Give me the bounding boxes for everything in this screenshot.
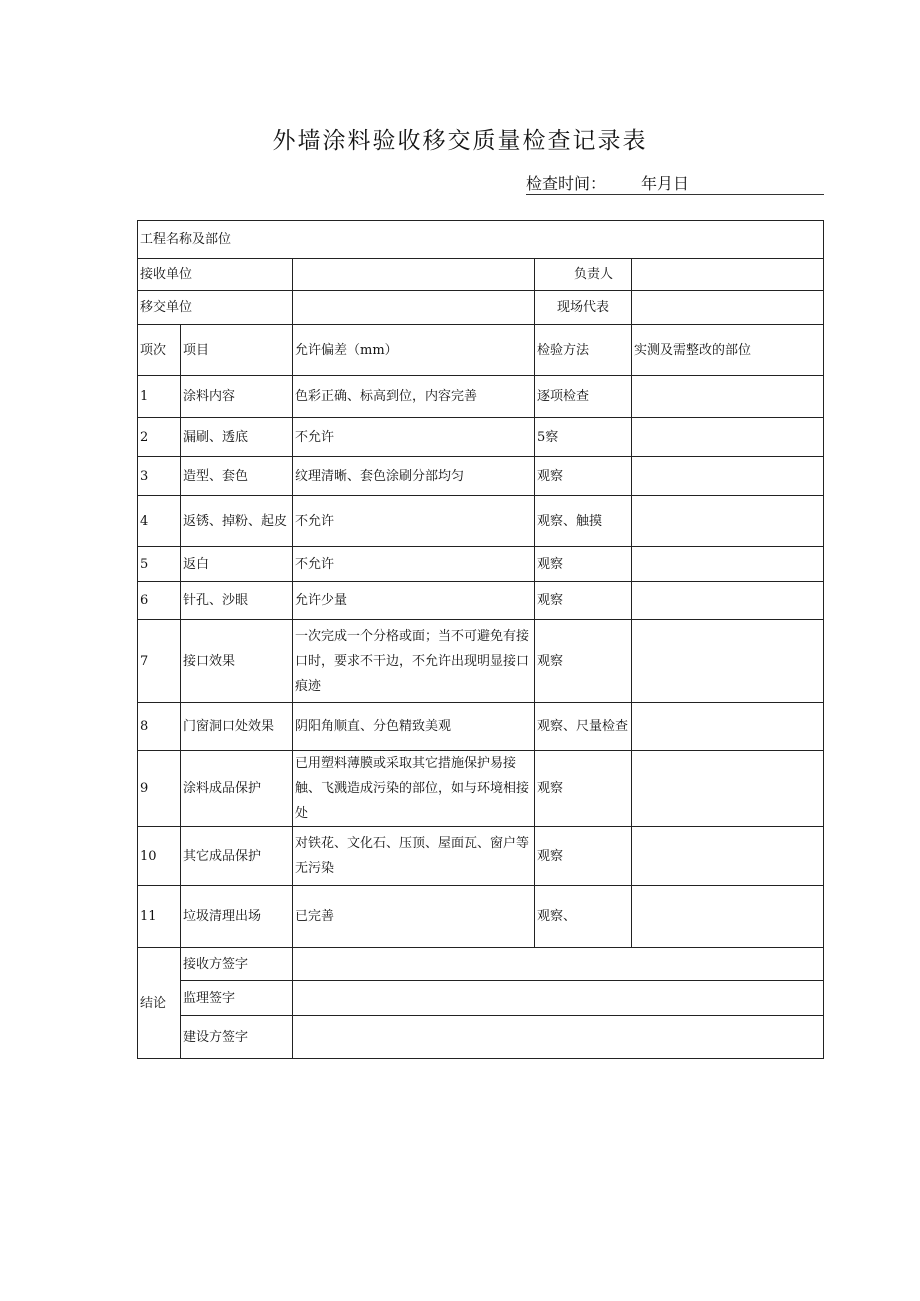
supervisor-sign-label: 监理签字: [181, 981, 293, 1016]
row-result[interactable]: [632, 376, 824, 418]
receiver-sign-label: 接收方签字: [181, 948, 293, 981]
row-item: 垃圾清理出场: [181, 886, 293, 948]
row-item: 针孔、沙眼: [181, 582, 293, 620]
col-item-header: 项目: [181, 325, 293, 376]
row-no: 8: [138, 703, 181, 751]
row-item: 门窗洞口处效果: [181, 703, 293, 751]
conclusion-row: [138, 981, 824, 1016]
row-tolerance: 已用塑料薄膜或采取其它措施保护易接触、飞溅造成污染的部位，如与环境相接处: [293, 751, 535, 827]
owner-sign-field[interactable]: [293, 1016, 824, 1059]
row-tolerance: 已完善: [293, 886, 535, 948]
table-row: [138, 547, 824, 582]
row-item: 其它成品保护: [181, 827, 293, 886]
conclusion-row: [138, 948, 824, 981]
row-no: 9: [138, 751, 181, 827]
row-no: 6: [138, 582, 181, 620]
row-no: 2: [138, 418, 181, 457]
table-row: [138, 376, 824, 418]
row-item: 造型、套色: [181, 457, 293, 496]
col-tol-header: 允许偏差（mm）: [293, 325, 535, 376]
table-row: [138, 496, 824, 547]
row-method: 观察、: [535, 886, 632, 948]
row-result[interactable]: [632, 827, 824, 886]
row-tolerance: 阴阳角顺直、分色精致美观: [293, 703, 535, 751]
site-rep-value[interactable]: [632, 291, 824, 325]
row-method: 观察: [535, 457, 632, 496]
owner-sign-label: 建设方签字: [181, 1016, 293, 1059]
inspection-date-label: 检查时间：: [526, 174, 607, 193]
project-label: 工程名称及部位: [138, 221, 824, 259]
responsible-label: 负责人: [535, 259, 632, 291]
row-method: 观察: [535, 827, 632, 886]
transfer-unit-value[interactable]: [293, 291, 535, 325]
receive-unit-row: [138, 259, 824, 291]
table-row: [138, 582, 824, 620]
row-result[interactable]: [632, 457, 824, 496]
row-method: 5察: [535, 418, 632, 457]
project-row: [138, 221, 824, 259]
page-title: 外墙涂料验收移交质量检查记录表: [272, 128, 648, 154]
row-no: 10: [138, 827, 181, 886]
row-result[interactable]: [632, 496, 824, 547]
table-row: [138, 886, 824, 948]
site-rep-label: 现场代表: [535, 291, 632, 325]
inspection-date: [526, 170, 824, 195]
table-row: [138, 620, 824, 703]
responsible-value[interactable]: [632, 259, 824, 291]
receiver-sign-field[interactable]: [293, 948, 824, 981]
row-result[interactable]: [632, 418, 824, 457]
row-result[interactable]: [632, 547, 824, 582]
row-result[interactable]: [632, 886, 824, 948]
row-tolerance: 色彩正确、标高到位，内容完善: [293, 376, 535, 418]
table-row: [138, 751, 824, 827]
inspection-date-value[interactable]: 年月日: [641, 174, 690, 193]
row-method: 观察: [535, 547, 632, 582]
receive-unit-label: 接收单位: [138, 259, 293, 291]
row-item: 涂料成品保护: [181, 751, 293, 827]
row-tolerance: 不允许: [293, 547, 535, 582]
row-no: 5: [138, 547, 181, 582]
row-no: 7: [138, 620, 181, 703]
row-method: 观察、尺量检查: [535, 703, 632, 751]
row-method: 观察、触摸: [535, 496, 632, 547]
supervisor-sign-field[interactable]: [293, 981, 824, 1016]
table-row: [138, 418, 824, 457]
conclusion-row: [138, 1016, 824, 1059]
row-tolerance: 允许少量: [293, 582, 535, 620]
row-no: 4: [138, 496, 181, 547]
row-method: 观察: [535, 582, 632, 620]
row-result[interactable]: [632, 703, 824, 751]
row-no: 11: [138, 886, 181, 948]
row-item: 返锈、掉粉、起皮: [181, 496, 293, 547]
row-tolerance: 不允许: [293, 496, 535, 547]
row-tolerance: 不允许: [293, 418, 535, 457]
row-tolerance: 对铁花、文化石、压顶、屋面瓦、窗户等无污染: [293, 827, 535, 886]
transfer-unit-label: 移交单位: [138, 291, 293, 325]
row-method: 观察: [535, 620, 632, 703]
conclusion-label: 结论: [138, 948, 181, 1059]
col-result-header: 实测及需整改的部位: [632, 325, 824, 376]
row-item: 漏刷、透底: [181, 418, 293, 457]
col-method-header: 检验方法: [535, 325, 632, 376]
row-result[interactable]: [632, 620, 824, 703]
col-no-header: 项次: [138, 325, 181, 376]
column-header-row: [138, 325, 824, 376]
row-no: 3: [138, 457, 181, 496]
table-row: [138, 703, 824, 751]
receive-unit-value[interactable]: [293, 259, 535, 291]
row-tolerance: 一次完成一个分格或面；当不可避免有接口时，要求不干边，不允许出现明显接口痕迹: [293, 620, 535, 703]
row-item: 返白: [181, 547, 293, 582]
row-no: 1: [138, 376, 181, 418]
row-result[interactable]: [632, 751, 824, 827]
row-item: 接口效果: [181, 620, 293, 703]
table-row: [138, 457, 824, 496]
inspection-table: [137, 220, 824, 1059]
row-result[interactable]: [632, 582, 824, 620]
table-row: [138, 827, 824, 886]
transfer-unit-row: [138, 291, 824, 325]
row-method: 观察: [535, 751, 632, 827]
row-tolerance: 纹理清晰、套色涂刷分部均匀: [293, 457, 535, 496]
row-item: 涂料内容: [181, 376, 293, 418]
row-method: 逐项检查: [535, 376, 632, 418]
